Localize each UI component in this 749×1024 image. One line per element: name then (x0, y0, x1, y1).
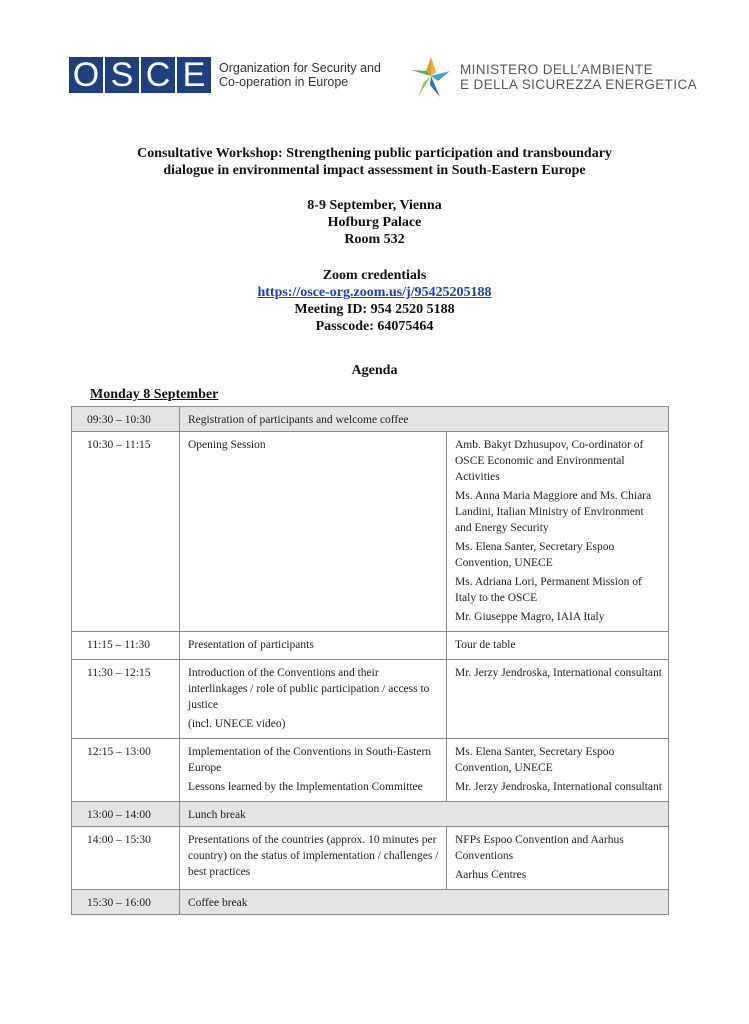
time-cell: 11:30 – 12:15 (72, 660, 180, 739)
ministry-star-icon (410, 55, 452, 99)
ministry-name (460, 62, 697, 92)
speakers-cell (447, 739, 669, 802)
osce-name (219, 61, 381, 89)
speaker-text: Mr. Jerzy Jendroska, International consultant (455, 781, 662, 793)
time-cell: 11:15 – 11:30 (72, 632, 180, 660)
ministry-logo (410, 55, 697, 99)
zoom-heading: Zoom credentials (322, 268, 427, 283)
table-row (72, 632, 669, 660)
time-cell: 12:15 – 13:00 (72, 739, 180, 802)
title-line1: Consultative Workshop: Strengthening public participation and transboundary (137, 146, 612, 161)
table-row (72, 432, 669, 632)
activity-text: Lessons learned by the Implementation Committee (188, 781, 423, 793)
agenda-heading: Agenda (351, 363, 398, 378)
table-row (72, 739, 669, 802)
osce-name-line1: Organization for Security and (219, 61, 381, 75)
osce-logo (69, 57, 381, 93)
activity-cell (180, 739, 447, 802)
activity-cell (180, 827, 447, 890)
activity-text: Presentation of participants (188, 639, 314, 651)
speaker-text: Aarhus Centres (455, 869, 527, 881)
speakers-cell (447, 827, 669, 890)
ministry-name-line1: MINISTERO DELL’AMBIENTE (460, 62, 653, 77)
activity-text: Opening Session (188, 439, 266, 451)
activity-cell: Lunch break (180, 802, 669, 827)
speakers-cell (447, 432, 669, 632)
time-cell: 10:30 – 11:15 (72, 432, 180, 632)
workshop-title (0, 145, 749, 179)
activity-text: Presentations of the countries (approx. 10 minutes per country) on the status of implementation / challenges / best practices (188, 834, 439, 878)
table-row (72, 890, 669, 915)
osce-letter-c: C (141, 57, 175, 93)
activity-cell: Registration of participants and welcome coffee (180, 407, 669, 432)
activity-text: Introduction of the Conventions and their interlinkages / role of public participation / access to justice (188, 667, 430, 711)
activity-cell (180, 432, 447, 632)
ministry-name-line2: E DELLA SICUREZZA ENERGETICA (460, 77, 698, 92)
time-cell: 09:30 – 10:30 (72, 407, 180, 432)
table-row (72, 407, 669, 432)
speakers-cell (447, 632, 669, 660)
speaker-text: Ms. Elena Santer, Secretary Espoo Convention, UNECE (455, 746, 615, 774)
day-heading: Monday 8 September (90, 387, 219, 402)
osce-letter-s: S (105, 57, 139, 93)
speaker-text: Ms. Elena Santer, Secretary Espoo Convention, UNECE (455, 541, 615, 569)
zoom-link[interactable]: https://osce-org.zoom.us/j/95425205188 (257, 285, 492, 300)
time-cell: 15:30 – 16:00 (72, 890, 180, 915)
venue-block (0, 197, 749, 248)
speaker-text: Amb. Bakyt Dzhusupov, Co-ordinator of OSCE Economic and Environmental Activities (455, 439, 644, 483)
osce-letter-e: E (177, 57, 211, 93)
venue-room: Room 532 (344, 232, 405, 247)
zoom-meeting-id: Meeting ID: 954 2520 5188 (294, 302, 455, 317)
table-row (72, 660, 669, 739)
activity-text: Implementation of the Conventions in South-Eastern Europe (188, 746, 432, 774)
time-cell: 13:00 – 14:00 (72, 802, 180, 827)
speakers-cell (447, 660, 669, 739)
zoom-passcode: Passcode: 64075464 (315, 319, 434, 334)
venue-date: 8-9 September, Vienna (307, 198, 442, 213)
activity-text: (incl. UNECE video) (188, 718, 286, 730)
osce-name-line2: Co-operation in Europe (219, 75, 349, 89)
speaker-text: Tour de table (455, 639, 516, 651)
speaker-text: Mr. Jerzy Jendroska, International consultant (455, 667, 662, 679)
title-line2: dialogue in environmental impact assessment in South-Eastern Europe (163, 163, 586, 178)
speaker-text: Ms. Anna Maria Maggiore and Ms. Chiara Landini, Italian Ministry of Environment and Energy Security (455, 490, 652, 534)
speaker-text: NFPs Espoo Convention and Aarhus Conventions (455, 834, 624, 862)
activity-cell (180, 632, 447, 660)
agenda-table (71, 406, 669, 915)
table-row (72, 827, 669, 890)
activity-cell: Coffee break (180, 890, 669, 915)
osce-letter-o: O (69, 57, 103, 93)
speaker-text: Ms. Adriana Lori, Permanent Mission of Italy to the OSCE (455, 576, 642, 604)
table-row (72, 802, 669, 827)
activity-cell (180, 660, 447, 739)
speaker-text: Mr. Giuseppe Magro, IAIA Italy (455, 611, 605, 623)
zoom-block (0, 267, 749, 335)
venue-place: Hofburg Palace (327, 215, 422, 230)
time-cell: 14:00 – 15:30 (72, 827, 180, 890)
